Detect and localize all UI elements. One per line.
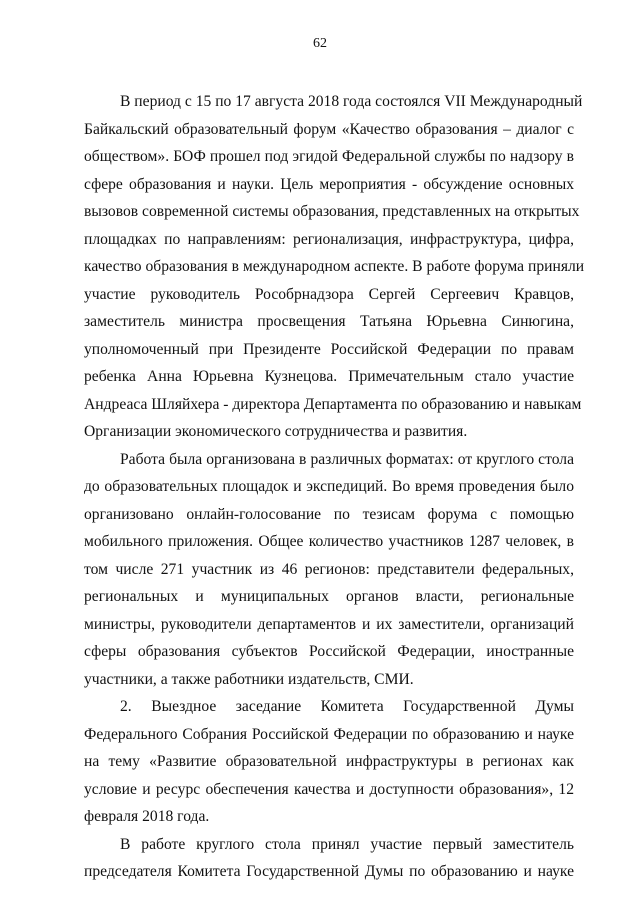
text-line: до образовательных площадок и экспедиций. Во время проведения было bbox=[84, 478, 574, 495]
text-line: заместитель министра просвещения Татьяна Юрьевна Синюгина, bbox=[84, 313, 574, 330]
text-line: Организации экономического сотрудничества и развития. bbox=[84, 423, 468, 440]
text-line: Байкальский образовательный форум «Качество образования – диалог с bbox=[84, 120, 574, 138]
text-line: площадках по направлениям: регионализация, инфраструктура, цифра, bbox=[84, 230, 574, 248]
text-line: том числе 271 участник из 46 регионов: представители федеральных, bbox=[84, 560, 574, 578]
text-line: В работе круглого стола принял участие первый заместитель bbox=[120, 835, 574, 853]
text-line: министры, руководители департаментов и их заместители, организаций bbox=[84, 615, 574, 633]
text-line: уполномоченный при Президенте Российской Федерации по правам bbox=[84, 340, 574, 358]
text-line: Работа была организована в различных форматах: от круглого стола bbox=[120, 450, 574, 468]
text-line: мобильного приложения. Общее количество участников 1287 человек, в bbox=[84, 533, 574, 550]
text-line: февраля 2018 года. bbox=[84, 808, 210, 825]
text-line: участие руководитель Рособрнадзора Сергей Сергеевич Кравцов, bbox=[84, 285, 574, 303]
text-line: ребенка Анна Юрьевна Кузнецова. Примечательным стало участие bbox=[84, 368, 574, 385]
text-line: на тему «Развитие образовательной инфраструктуры в регионах как bbox=[84, 753, 574, 770]
body-text bbox=[84, 88, 585, 886]
text-line: качество образования в международном аспекте. В работе форума приняли bbox=[84, 258, 585, 275]
text-line: обществом». БОФ прошел под эгидой Федеральной службы по надзору в bbox=[84, 148, 574, 165]
text-line: вызовов современной системы образования, представленных на открытых bbox=[84, 203, 580, 220]
text-line: участники, а также работники издательств, СМИ. bbox=[84, 670, 414, 688]
text-line: председателя Комитета Государственной Думы по образованию и науке bbox=[84, 863, 574, 880]
text-line: 2. Выездное заседание Комитета Государственной Думы bbox=[120, 698, 574, 715]
text-line: Андреаса Шляйхера - директора Департамента по образованию и навыкам bbox=[84, 395, 582, 413]
text-line: организовано онлайн-голосование по тезисам форума с помощью bbox=[84, 505, 574, 523]
page-number: 62 bbox=[313, 36, 327, 51]
text-line: В период с 15 по 17 августа 2018 года состоялся VII Международный bbox=[120, 93, 583, 110]
text-line: условие и ресурс обеспечения качества и доступности образования», 12 bbox=[84, 780, 574, 798]
text-line: Федерального Собрания Российской Федерации по образованию и науке bbox=[84, 725, 574, 743]
text-line: сфере образования и науки. Цель мероприятия - обсуждение основных bbox=[84, 175, 574, 193]
text-line: сферы образования субъектов Российской Федерации, иностранные bbox=[84, 643, 574, 660]
text-line: региональных и муниципальных органов власти, региональные bbox=[84, 588, 574, 605]
